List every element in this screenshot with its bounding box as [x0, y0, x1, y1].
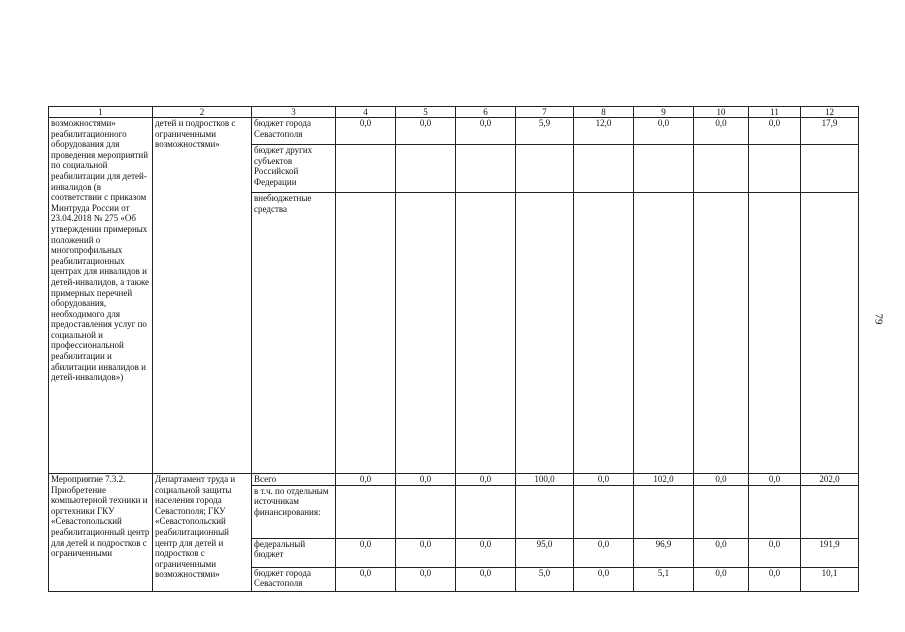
value-cell: [634, 145, 694, 193]
source-cell: в т.ч. по отдельным источникам финансирования:: [252, 485, 336, 538]
value-cell: 0,0: [749, 538, 801, 567]
value-cell: 100,0: [516, 474, 574, 486]
value-cell: 0,0: [694, 474, 749, 486]
value-cell: 12,0: [574, 118, 634, 145]
activity-cell: возможностями» реабилитационного оборудования для проведения мероприятий по социальной реабилитации для детей-инвалидов (в соответствии с приказом Минтруда России от 23.04.2018 № 275 «Об утверждении примерных положений о многопрофильных реабилитационных центрах для инвалидов и детей-инвалидов, а также примерных перечней оборудования, необходимого для предоставления услуг по социальной и профессиональной реабилитации и абилитации инвалидов и детей-инвалидов»): [49, 118, 153, 474]
executor-cell: детей и подростков с ограниченными возможностями»: [153, 118, 252, 474]
value-cell: [574, 193, 634, 474]
value-cell: 0,0: [456, 118, 516, 145]
value-cell: [456, 193, 516, 474]
column-header: 10: [694, 107, 749, 118]
source-cell: бюджет других субъектов Российской Федерации: [252, 145, 336, 193]
value-cell: 17,9: [801, 118, 859, 145]
value-cell: [634, 485, 694, 538]
column-header: 2: [153, 107, 252, 118]
value-cell: [694, 193, 749, 474]
column-header: 7: [516, 107, 574, 118]
column-header: 11: [749, 107, 801, 118]
activity-cell: Мероприятие 7.3.2. Приобретение компьютерной техники и оргтехники ГКУ «Севастопольский реабилитационный центр для детей и подростков с ограниченными: [49, 474, 153, 592]
value-cell: 0,0: [749, 118, 801, 145]
value-cell: [456, 485, 516, 538]
value-cell: [801, 485, 859, 538]
value-cell: 0,0: [396, 538, 456, 567]
value-cell: 0,0: [456, 538, 516, 567]
value-cell: 10,1: [801, 567, 859, 591]
header-row: [49, 107, 859, 118]
column-header: 12: [801, 107, 859, 118]
source-cell: внебюджетные средства: [252, 193, 336, 474]
value-cell: 102,0: [634, 474, 694, 486]
source-cell: бюджет города Севастополя: [252, 567, 336, 591]
column-header: 8: [574, 107, 634, 118]
column-header: 9: [634, 107, 694, 118]
value-cell: [801, 145, 859, 193]
value-cell: [336, 145, 396, 193]
page-number: 79: [872, 313, 885, 325]
column-header: 5: [396, 107, 456, 118]
value-cell: 0,0: [694, 538, 749, 567]
value-cell: [516, 485, 574, 538]
value-cell: 0,0: [396, 474, 456, 486]
value-cell: [456, 145, 516, 193]
value-cell: [396, 193, 456, 474]
value-cell: 0,0: [574, 567, 634, 591]
value-cell: 0,0: [574, 538, 634, 567]
value-cell: 96,9: [634, 538, 694, 567]
value-cell: [749, 193, 801, 474]
value-cell: 0,0: [336, 538, 396, 567]
value-cell: [336, 485, 396, 538]
value-cell: 191,9: [801, 538, 859, 567]
value-cell: [694, 145, 749, 193]
value-cell: 0,0: [749, 474, 801, 486]
value-cell: 0,0: [749, 567, 801, 591]
value-cell: [694, 485, 749, 538]
value-cell: [574, 145, 634, 193]
value-cell: 0,0: [336, 118, 396, 145]
column-header: 6: [456, 107, 516, 118]
value-cell: [516, 193, 574, 474]
column-header: 1: [49, 107, 153, 118]
financing-table: [48, 106, 859, 592]
table-row: [49, 118, 859, 145]
value-cell: [749, 145, 801, 193]
table-body: [49, 107, 859, 592]
value-cell: 5,0: [516, 567, 574, 591]
value-cell: [396, 145, 456, 193]
value-cell: 202,0: [801, 474, 859, 486]
value-cell: 5,9: [516, 118, 574, 145]
value-cell: 0,0: [694, 118, 749, 145]
value-cell: 0,0: [456, 567, 516, 591]
source-cell: Всего: [252, 474, 336, 486]
value-cell: [516, 145, 574, 193]
value-cell: 0,0: [336, 474, 396, 486]
value-cell: 0,0: [396, 118, 456, 145]
table-row: [49, 474, 859, 486]
value-cell: 0,0: [396, 567, 456, 591]
source-cell: федеральный бюджет: [252, 538, 336, 567]
column-header: 3: [252, 107, 336, 118]
executor-cell: Департамент труда и социальной защиты населения города Севастополя; ГКУ «Севастопольский реабилитационный центр для детей и подростков с ограниченными возможностями»: [153, 474, 252, 592]
source-cell: бюджет города Севастополя: [252, 118, 336, 145]
value-cell: 0,0: [634, 118, 694, 145]
value-cell: 0,0: [574, 474, 634, 486]
value-cell: [336, 193, 396, 474]
value-cell: 0,0: [694, 567, 749, 591]
value-cell: 95,0: [516, 538, 574, 567]
value-cell: [574, 485, 634, 538]
value-cell: 5,1: [634, 567, 694, 591]
value-cell: 0,0: [336, 567, 396, 591]
value-cell: [634, 193, 694, 474]
value-cell: 0,0: [456, 474, 516, 486]
value-cell: [801, 193, 859, 474]
value-cell: [749, 485, 801, 538]
column-header: 4: [336, 107, 396, 118]
value-cell: [396, 485, 456, 538]
